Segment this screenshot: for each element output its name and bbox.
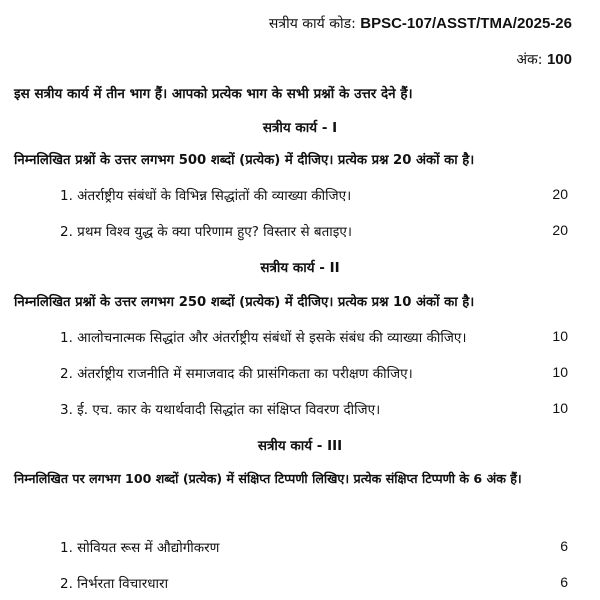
section-2-question-3: 3. ई. एच. कार के यथार्थवादी सिद्धांत का संक्षिप्त विवरण दीजिए। xyxy=(60,402,381,418)
intro-text: इस सत्रीय कार्य में तीन भाग हैं। आपको प्रत्येक भाग के सभी प्रश्नों के उत्तर देने हैं। xyxy=(14,86,413,102)
assignment-code-line xyxy=(269,14,572,33)
total-marks-line xyxy=(516,50,572,69)
section-3-question-1: 1. सोवियत रूस में औद्योगीकरण xyxy=(60,540,220,556)
assignment-code-label: सत्रीय कार्य कोड: xyxy=(268,16,356,32)
total-marks-value: 100 xyxy=(546,51,572,68)
section-1-instruction: निम्नलिखित प्रश्नों के उत्तर लगभग 500 शब्दों (प्रत्येक) में दीजिए। प्रत्येक प्रश्न 20 अंकों का है। xyxy=(14,153,475,168)
section-2-question-2-marks: 10 xyxy=(552,364,568,380)
section-2-question-3-marks: 10 xyxy=(552,400,568,416)
section-3-title: सत्रीय कार्य - III xyxy=(257,438,343,454)
section-3-question-2-marks: 6 xyxy=(560,574,568,590)
section-2-question-1-marks: 10 xyxy=(552,328,568,344)
section-2-title: सत्रीय कार्य - II xyxy=(260,260,340,276)
total-marks-label: अंक: xyxy=(516,52,543,68)
section-3-instruction: निम्नलिखित पर लगभग 100 शब्दों (प्रत्येक) में संक्षिप्त टिप्पणी लिखिए। प्रत्येक संक्षिप्त टिप्पणी के 6 अंक हैं। xyxy=(14,471,522,486)
section-1-title: सत्रीय कार्य - I xyxy=(262,120,338,136)
section-1-question-1-marks: 20 xyxy=(552,186,568,202)
section-1-question-2-marks: 20 xyxy=(552,222,568,238)
section-1-question-1: 1. अंतर्राष्ट्रीय संबंधों के विभिन्न सिद्धांतों की व्याख्या कीजिए। xyxy=(60,188,352,204)
section-2-instruction: निम्नलिखित प्रश्नों के उत्तर लगभग 250 शब्दों (प्रत्येक) में दीजिए। प्रत्येक प्रश्न 10 अंकों का है। xyxy=(14,295,475,310)
assignment-code-value: BPSC-107/ASST/TMA/2025-26 xyxy=(360,15,572,32)
section-2-question-1: 1. आलोचनात्मक सिद्धांत और अंतर्राष्ट्रीय संबंधों से इसके संबंध की व्याख्या कीजिए। xyxy=(60,330,467,346)
section-3-question-1-marks: 6 xyxy=(560,538,568,554)
section-2-question-2: 2. अंतर्राष्ट्रीय राजनीति में समाजवाद की प्रासंगिकता का परीक्षण कीजिए। xyxy=(60,366,413,382)
section-3-question-2: 2. निर्भरता विचारधारा xyxy=(60,576,169,592)
section-1-question-2: 2. प्रथम विश्व युद्ध के क्या परिणाम हुए? विस्तार से बताइए। xyxy=(60,224,352,240)
